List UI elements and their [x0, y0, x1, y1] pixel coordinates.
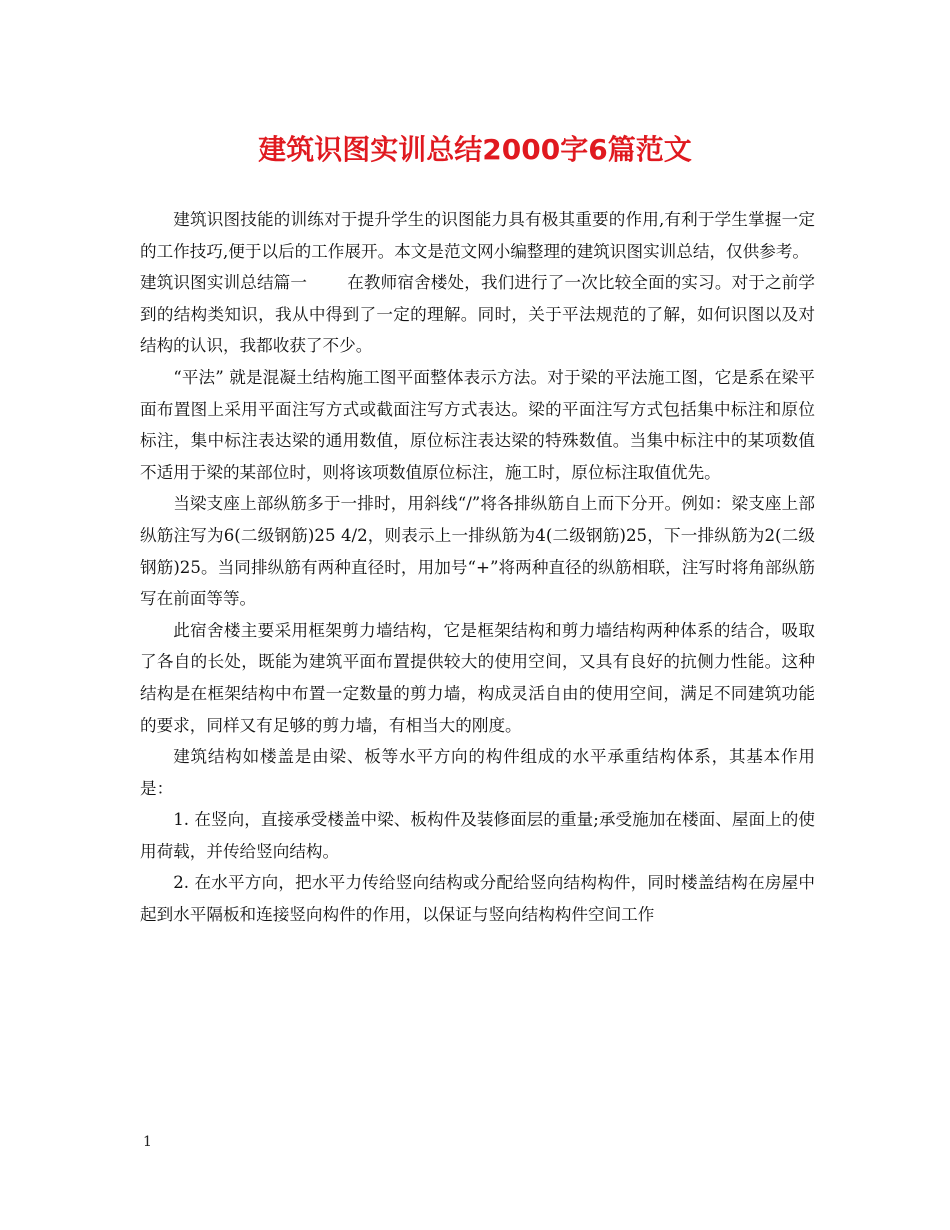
pingfa-paragraph: “平法” 就是混凝土结构施工图平面整体表示方法。对于梁的平法施工图，它是系在梁平面布置图上采用平面注写方式或截面注写方式表达。梁的平面注写方式包括集中标注和原位标注，集中标注表达梁的通用数值，原位标注表达梁的特殊数值。当集中标注中的某项数值不适用于梁的某部位时，则将该项数值原位标注，施工时，原位标注取值优先。 — [140, 367, 815, 482]
structure-paragraph: 此宿舍楼主要采用框架剪力墙结构，它是框架结构和剪力墙结构两种体系的结合，吸取了各自的长处，既能为建筑平面布置提供较大的使用空间，又具有良好的抗侧力性能。这种结构是在框架结构中布置一定数量的剪力墙，构成灵活自由的使用空间，满足不同建筑功能的要求，同样又有足够的剪力墙，有相当大的刚度。 — [140, 620, 815, 735]
section-1-paragraph — [140, 267, 815, 362]
list-item-2: 2. 在水平方向，把水平力传给竖向结构或分配给竖向结构构件，同时楼盖结构在房屋中起到水平隔板和连接竖向构件的作用，以保证与竖向结构构件空间工作 — [140, 873, 815, 925]
document-title: 建筑识图实训总结2000字6篇范文 — [258, 133, 692, 166]
section-1-heading: 建筑识图实训总结篇一 — [140, 273, 308, 293]
floor-system-paragraph: 建筑结构如楼盖是由梁、板等水平方向的构件组成的水平承重结构体系，其基本作用是： — [140, 747, 815, 798]
rebar-paragraph: 当梁支座上部纵筋多于一排时，用斜线“/”将各排纵筋自上而下分开。例如：梁支座上部纵筋注写为6(二级钢筋)25 4/2，则表示上一排纵筋为4(二级钢筋)25，下一排纵筋为2(二级钢筋)25。当同排纵筋有两种直径时，用加号“+”将两种直径的纵筋相联，注写时将角部纵筋写在前面等等。 — [140, 494, 815, 609]
page-number: 1 — [143, 1134, 152, 1150]
document-body — [140, 204, 815, 931]
list-item-1: 1. 在竖向，直接承受楼盖中梁、板构件及装修面层的重量;承受施加在楼面、屋面上的使用荷载，并传给竖向结构。 — [140, 810, 815, 861]
intro-paragraph: 建筑识图技能的训练对于提升学生的识图能力具有极其重要的作用,有利于学生掌握一定的工作技巧,便于以后的工作展开。本文是范文网小编整理的建筑识图实训总结，仅供参考。 — [140, 210, 815, 261]
section-1-text: 在教师宿舍楼处，我们进行了一次比较全面的实习。对于之前学到的结构类知识，我从中得到了一定的理解。同时，关于平法规范的了解，如何识图以及对结构的认识，我都收获了不少。 — [140, 273, 816, 356]
